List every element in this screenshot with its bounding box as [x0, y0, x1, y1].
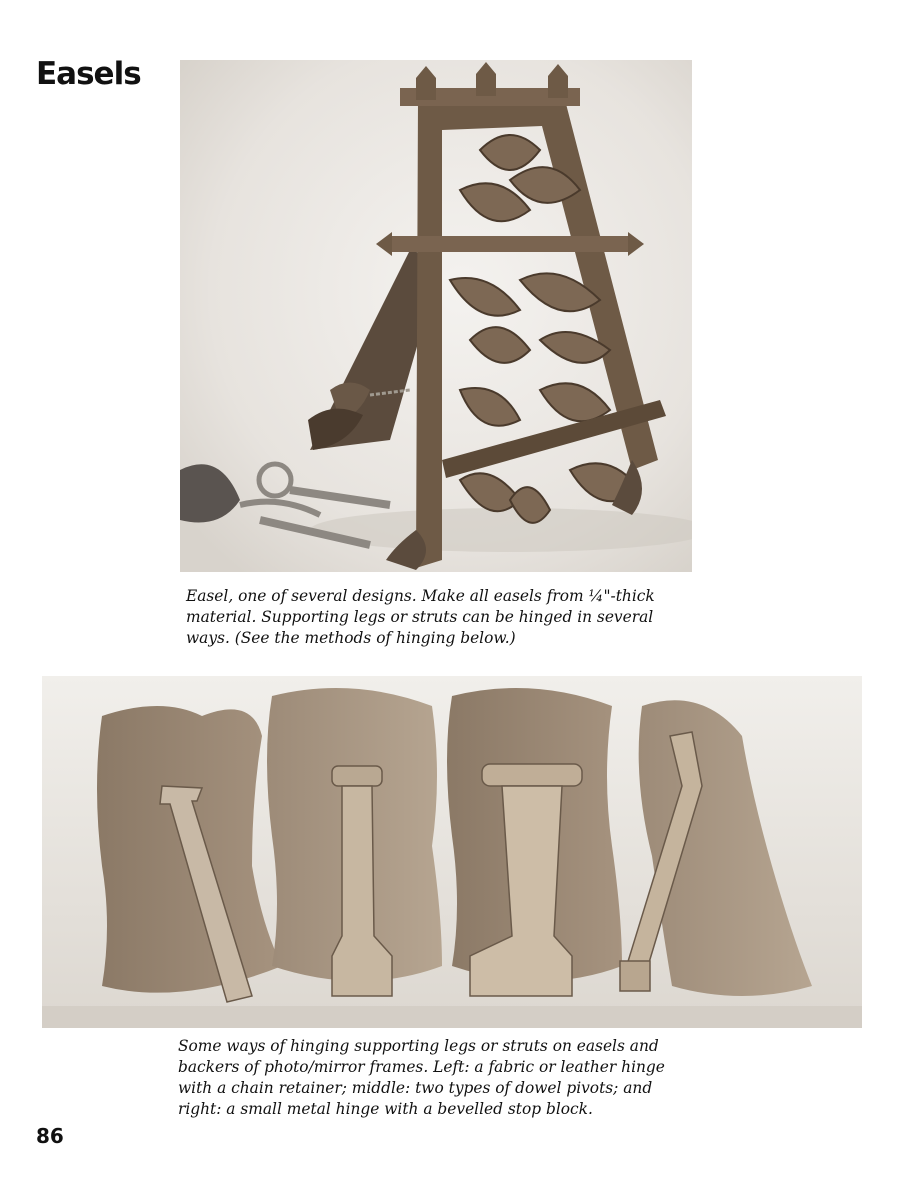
caption-line: with a chain retainer; middle: two types of dowel pivots; and — [178, 1079, 653, 1097]
caption-line: Some ways of hinging supporting legs or struts on easels and — [178, 1037, 659, 1055]
caption-hinging — [178, 1036, 665, 1120]
hinging-photo — [42, 676, 862, 1028]
caption-line: Easel, one of several designs. Make all easels from ¼"-thick — [186, 587, 655, 605]
page-title: Easels — [36, 56, 141, 92]
caption-line: ways. (See the methods of hinging below.) — [186, 629, 516, 647]
caption-line: backers of photo/mirror frames. Left: a fabric or leather hinge — [178, 1058, 665, 1076]
easel-photo — [180, 60, 692, 572]
caption-easel — [186, 586, 655, 649]
caption-line: right: a small metal hinge with a bevelled stop block. — [178, 1100, 593, 1118]
caption-line: material. Supporting legs or struts can be hinged in several — [186, 608, 654, 626]
page-number: 86 — [36, 1124, 64, 1148]
